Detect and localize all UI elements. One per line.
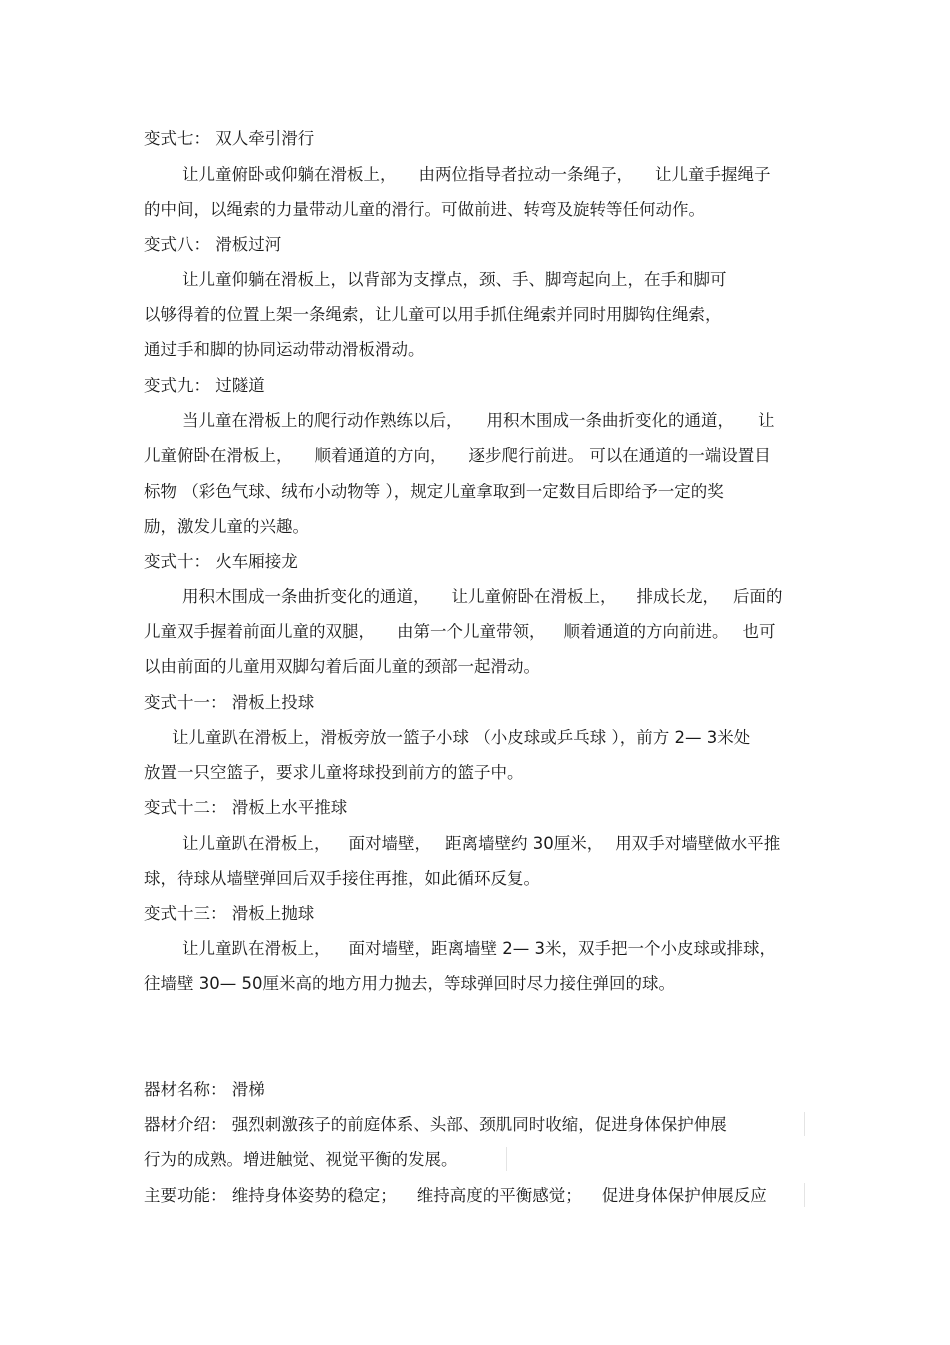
body-line: 让儿童趴在滑板上，滑板旁放一篮子小球 （小皮球或乒乓球 ），前方 2— 3米处 [172, 728, 751, 747]
text-run: 主要功能： 维持身体姿势的稳定； [144, 1186, 397, 1205]
text-run: 儿童双手握着前面儿童的双腿， [144, 622, 375, 641]
body-line: 通过手和脚的协同运动带动滑板滑动。 [144, 340, 425, 359]
text-run: 也可 [742, 622, 776, 641]
body-line: 让儿童仰躺在滑板上，以背部为支撑点，颈、手、脚弯起向上，在手和脚可 [182, 270, 727, 289]
text-run: 顺着通道的方向前进。 [563, 622, 729, 641]
text-run: 由第一个儿童带领， [397, 622, 546, 641]
table-border [804, 1112, 805, 1136]
body-line [182, 410, 775, 432]
section-heading-13: 变式十三： 滑板上抛球 [144, 904, 315, 923]
section-heading-10: 变式十： 火车厢接龙 [144, 552, 298, 571]
body-line [182, 586, 783, 608]
text-run: 由两位指导者拉动一条绳子， [418, 165, 633, 184]
equipment-intro-line-1: 器材介绍： 强烈刺激孩子的前庭体系、头部、颈肌同时收缩，促进身体保护伸展 [144, 1115, 727, 1134]
text-run: 用积木围成一条曲折变化的通道， [486, 411, 734, 430]
text-run: 排成长龙， [636, 587, 719, 606]
text-run: 儿童俯卧在滑板上， [144, 446, 293, 465]
section-heading-11: 变式十一： 滑板上投球 [144, 693, 315, 712]
text-run: 促进身体保护伸展反应 [601, 1186, 767, 1205]
body-line [144, 445, 771, 467]
text-run: 让儿童手握绳子 [655, 165, 771, 184]
text-run: 顺着通道的方向， [314, 446, 447, 465]
text-run: 距离墙壁约 30厘米， [445, 834, 604, 853]
section-heading-8: 变式八： 滑板过河 [144, 235, 282, 254]
body-line: 放置一只空篮子，要求儿童将球投到前方的篮子中。 [144, 763, 524, 782]
text-run: 用双手对墙壁做水平推 [615, 834, 781, 853]
body-line [144, 621, 776, 643]
table-border [804, 1183, 805, 1207]
text-run: 让儿童趴在滑板上， [182, 834, 331, 853]
body-line: 励，激发儿童的兴趣。 [144, 517, 309, 536]
section-heading-7: 变式七： 双人牵引滑行 [144, 129, 315, 148]
text-run: 当儿童在滑板上的爬行动作熟练以后， [182, 411, 463, 430]
equipment-function [144, 1185, 767, 1207]
body-line: 以够得着的位置上架一条绳索，让儿童可以用手抓住绳索并同时用脚钩住绳索， [144, 305, 722, 324]
text-run: 面对墙壁， [348, 834, 431, 853]
table-border [506, 1147, 507, 1171]
text-run: 让儿童俯卧在滑板上， [451, 587, 617, 606]
text-run: 让儿童俯卧或仰躺在滑板上， [182, 165, 397, 184]
body-line: 以由前面的儿童用双脚勾着后面儿童的颈部一起滑动。 [144, 657, 540, 676]
section-heading-12: 变式十二： 滑板上水平推球 [144, 798, 348, 817]
text-run: 让儿童趴在滑板上， [182, 939, 331, 958]
text-run: 后面的 [733, 587, 783, 606]
text-run: 用积木围成一条曲折变化的通道， [182, 587, 430, 606]
body-line: 标物 （彩色气球、绒布小动物等 ），规定儿童拿取到一定数目后即给予一定的奖 [144, 482, 724, 501]
body-line [182, 164, 771, 186]
body-line [182, 938, 776, 960]
text-run: 面对墙壁，距离墙壁 2— 3米，双手把一个小皮球或排球， [348, 939, 776, 958]
section-heading-9: 变式九： 过隧道 [144, 376, 265, 395]
equipment-intro-line-2: 行为的成熟。增进触觉、视觉平衡的发展。 [144, 1150, 458, 1169]
text-run: 逐步爬行前进。 可以在通道的一端设置目 [468, 446, 771, 465]
body-line [182, 833, 780, 855]
body-line: 球，待球从墙壁弹回后双手接住再推，如此循环反复。 [144, 869, 540, 888]
text-run: 让 [758, 411, 775, 430]
text-run: 维持高度的平衡感觉； [416, 1186, 582, 1205]
body-line: 的中间，以绳索的力量带动儿童的滑行。可做前进、转弯及旋转等任何动作。 [144, 200, 705, 219]
equipment-name: 器材名称： 滑梯 [144, 1080, 265, 1099]
body-line: 往墙壁 30— 50厘米高的地方用力抛去，等球弹回时尽力接住弹回的球。 [144, 974, 675, 993]
